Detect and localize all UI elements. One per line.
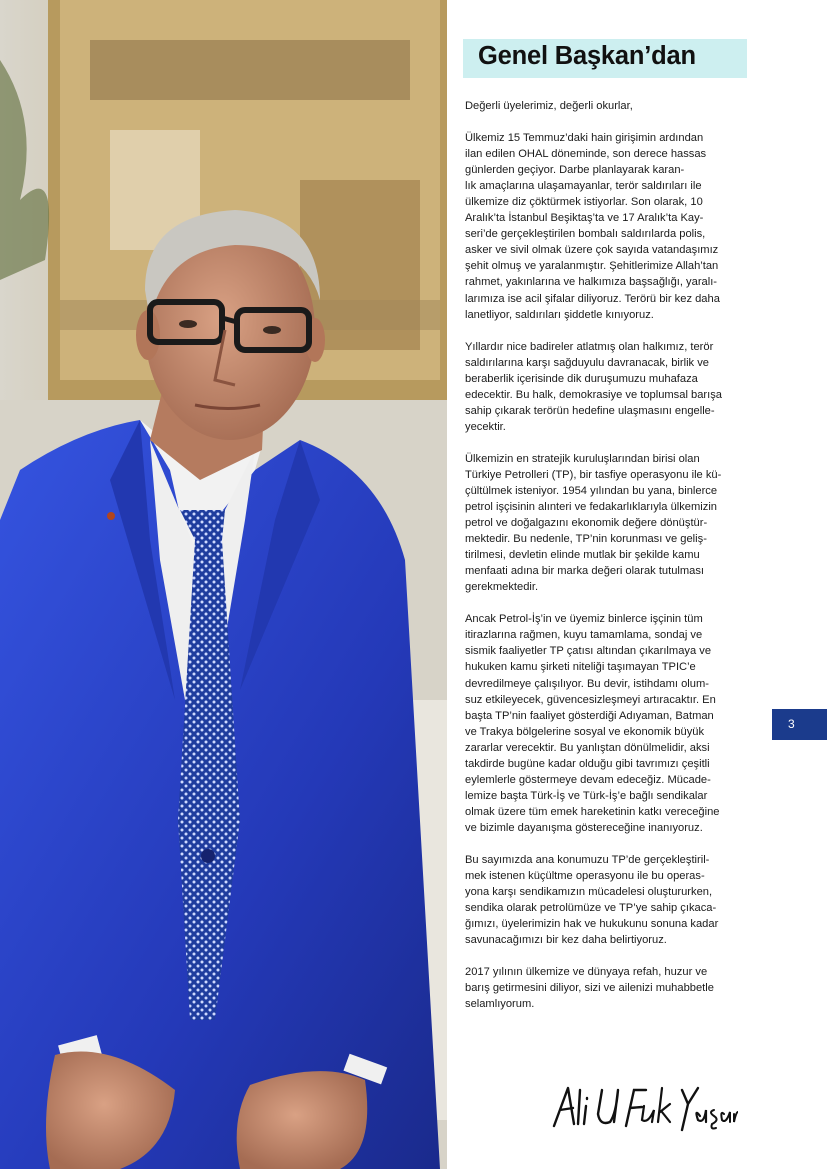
- letter-paragraph: [465, 852, 766, 948]
- letter-line: tirilmesi, devletin elinde mutlak bir şekilde kamu: [465, 549, 700, 562]
- letter-line: mek istenen küçültme operasyonu ile bu operas-: [465, 870, 705, 883]
- letter-line: Ülkemizin en stratejik kuruluşlarından birisi olan: [465, 452, 700, 465]
- letter-line: Ülkemiz 15 Temmuz’daki hain girişimin ardından: [465, 132, 704, 145]
- page-number-tab: [772, 709, 827, 740]
- letter-line: gerekmektedir.: [465, 581, 539, 594]
- letter-line: petrol ve doğalgazını ekonomik değere dönüştür-: [465, 517, 708, 530]
- letter-line: zararlar verecektir. Bu yanlıştan dönülmelidir, aksi: [465, 741, 710, 754]
- letter-line: larımıza ise acil şifalar diliyoruz. Terörü bir kez daha: [465, 292, 720, 305]
- letter-line: devredilmeye çalışılıyor. Bu devir, istihdamı olum-: [465, 677, 709, 690]
- letter-line: edecektir. Bu halk, demokrasiye ve toplumsal barışa: [465, 388, 722, 401]
- letter-line: eylemlerle göstermeye devam edeceğiz. Mücade-: [465, 773, 711, 786]
- letter-paragraph: [465, 339, 766, 435]
- letter-line: suz etkileyecek, güvencesizleşmeyi artıracaktır. En: [465, 693, 716, 706]
- letter-line: ilan edilen OHAL döneminde, son derece hassas: [465, 148, 707, 161]
- letter-body: [465, 98, 766, 1028]
- letter-line: yecektir.: [465, 420, 506, 433]
- letter-line: ve bizimle dayanışma göstereceğine inanıyoruz.: [465, 821, 703, 834]
- letter-line: saldırılarına karşı sağduyulu davranacak, birlik ve: [465, 356, 709, 369]
- page-number: 3: [788, 717, 795, 731]
- letter-line: yona karşı sendikamızın mücadelesi oluştururken,: [465, 886, 713, 899]
- letter-line: Ancak Petrol-İş’in ve üyemiz binlerce işçinin tüm: [465, 613, 703, 626]
- letter-line: başta TP’nin faaliyet gösterdiği Adıyaman, Batman: [465, 709, 714, 722]
- letter-line: lemize başta Türk-İş ve Türk-İş’e bağlı sendikalar: [465, 789, 708, 802]
- letter-line: Yıllardır nice badireler atlatmış olan halkımız, terör: [465, 340, 714, 353]
- letter-paragraph: [465, 611, 766, 836]
- page-title: Genel Başkan’dan: [478, 42, 696, 70]
- letter-line: savunacağımızı bir kez daha belirtiyoruz.: [465, 934, 667, 947]
- letter-line: seri’de gerçekleştirilen bombalı saldırılarda polis,: [465, 228, 706, 241]
- letter-line: menfaati adına bir marka değeri olarak tutulması: [465, 565, 705, 578]
- letter-line: sismik faaliyetler TP çatısı altından çıkarılmaya ve: [465, 645, 712, 658]
- letter-paragraph: [465, 130, 766, 323]
- letter-line: lık amaçlarına ulaşamayanlar, terör saldırıları ile: [465, 180, 702, 193]
- letter-line: Aralık’ta İstanbul Beşiktaş’ta ve 17 Aralık’ta Kay-: [465, 212, 704, 225]
- letter-line: barış getirmesini diliyor, sizi ve ailenizi muhabbetle: [465, 982, 714, 995]
- letter-line: hukuken kamu şirketi niteliği taşımayan TPIC’e: [465, 661, 696, 674]
- letter-line: Bu sayımızda ana konumuzu TP’de gerçekleştiril-: [465, 853, 710, 866]
- letter-line: 2017 yılının ülkemize ve dünyaya refah, huzur ve: [465, 966, 708, 979]
- letter-line: lanetliyor, saldırıları şiddetle kınıyoruz.: [465, 308, 654, 321]
- letter-line: itirazlarına rağmen, kuyu tamamlama, sondaj ve: [465, 629, 703, 642]
- letter-paragraph: [465, 451, 766, 595]
- letter-paragraph: [465, 964, 766, 1012]
- letter-line: petrol işçisinin alınteri ve fedakarlıklarıyla ülkemizin: [465, 501, 718, 514]
- letter-line: ğımızı, üyelerimizin hak ve hukukunu sonuna kadar: [465, 918, 719, 931]
- letter-paragraphs: [465, 130, 766, 1012]
- letter-greeting: Değerli üyelerimiz, değerli okurlar,: [465, 100, 633, 112]
- letter-line: selamlıyorum.: [465, 998, 535, 1011]
- title-banner: [463, 39, 747, 78]
- letter-line: rahmet, yakınlarına ve halkımıza başsağlığı, yaralı-: [465, 276, 718, 289]
- letter-line: beraberlik içerisinde dik duruşumuzu muhafaza: [465, 372, 698, 385]
- letter-line: çültülmek isteniyor. 1954 yılından bu yana, binlerce: [465, 484, 718, 497]
- letter-line: ülkemize diz çöktürmek istiyorlar. Son olarak, 10: [465, 196, 703, 209]
- letter-line: şehit olmuş ve yaralanmıştır. Şehitlerimize Allah’tan: [465, 260, 719, 273]
- letter-line: günlerden geçiyor. Darbe planlayarak karan-: [465, 164, 685, 177]
- letter-line: mektedir. Bu nedenle, TP’nin korunması ve geliş-: [465, 533, 707, 546]
- letter-line: asker ve sivil olmak üzere çok sayıda vatandaşımız: [465, 244, 719, 257]
- letter-line: olmak üzere tüm emek hareketinin katkı vereceğine: [465, 805, 720, 818]
- letter-line: ve Trakya bölgelerine sosyal ve ekonomik büyük: [465, 725, 705, 738]
- letter-line: Türkiye Petrolleri (TP), bir tasfiye operasyonu ile kü-: [465, 468, 722, 481]
- letter-line: sendika olarak petrolümüze ve TP’ye sahip çıkaca-: [465, 902, 717, 915]
- letter-line: sahip çıkarak terörün hedefine ulaşmasını engelle-: [465, 404, 715, 417]
- letter-line: takdirde bugüne kadar olduğu gibi tavrımızı çeşitli: [465, 757, 710, 770]
- handwritten-signature: [548, 1080, 738, 1136]
